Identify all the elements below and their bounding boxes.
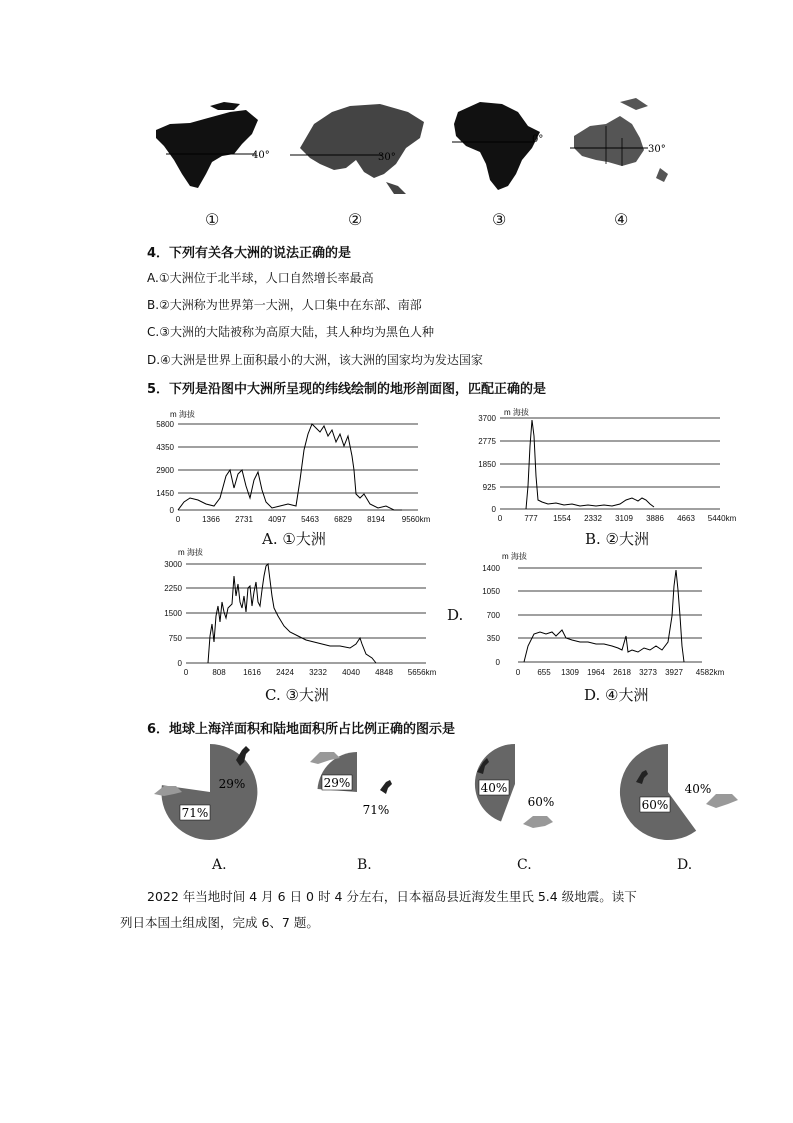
profile-b-chart [470,406,760,526]
profile-d-xtick: 2618 [613,668,631,677]
profile-a-xtick: 6829 [334,515,352,524]
pie-d-label-b: 40% [684,782,712,796]
pie-d-label-a: 60% [641,798,669,812]
profile-a-ytick: 2900 [156,466,174,475]
map-label-1: ① [205,210,220,229]
profile-b-xtick: 2332 [584,514,602,523]
pie-a-label-a: 29% [218,777,246,791]
profile-a-ytick: 4350 [156,443,174,452]
profile-d-unit: m 海拔 [502,552,527,561]
profile-d-ytick: 0 [495,658,500,667]
pie-d [610,742,750,842]
profile-b-xtick: 777 [524,514,538,523]
profile-b-line [526,420,654,509]
q4-stem: 4．下列有关各大洲的说法正确的是 [147,246,352,261]
profile-d-xtick: 3273 [639,668,657,677]
profile-b-ytick: 0 [491,505,496,514]
profile-d-xtick: 3927 [665,668,683,677]
map4-lat: 30° [648,144,666,155]
profile-c-xtick: 4848 [375,668,393,677]
profile-d-line [524,570,684,662]
profile-a-caption: A. ①大洲 [262,530,326,548]
profile-a-chart [140,406,450,526]
pie-c-letter: C. [517,857,532,873]
profile-d-ytick: 700 [486,611,500,620]
profile-c-xtick: 0 [183,668,189,677]
pie-a [150,742,280,842]
pie-b-label-b: 71% [362,803,390,817]
profile-b-xtick: 1554 [553,514,571,523]
profile-b-xtick: 3109 [615,514,633,523]
profile-c-xtick: 2424 [276,668,294,677]
profile-a-xtick: 0 [175,515,181,524]
profile-c-ytick: 1500 [164,609,182,618]
profile-d-xtick: 1309 [561,668,579,677]
profile-b-xtick: 5440km [707,514,737,523]
pie-b-label-a: 29% [323,776,351,790]
profile-c-xtick: 1616 [243,668,261,677]
profile-c-ytick: 750 [168,634,182,643]
profile-d-caption: D. ④大洲 [584,686,649,704]
profile-a-xtick: 2731 [235,515,253,524]
q4-option-d: D.④大洲是世界上面积最小的大洲，该大洲的国家均为发达国家 [147,353,483,367]
map2-lat: 30° [378,152,396,163]
pie-d-letter: D. [677,857,693,873]
profile-c-xtick: 3232 [309,668,327,677]
dolphin-icon [523,816,553,828]
profile-b-ytick: 1850 [478,460,496,469]
profile-d-ytick: 1050 [482,587,500,596]
profile-b-xtick: 4663 [677,514,695,523]
profile-c-caption: C. ③大洲 [265,686,329,704]
profile-a-xtick: 5463 [301,515,319,524]
q6-stem: 6．地球上海洋面积和陆地面积所占比例正确的图示是 [147,722,456,737]
continent-maps [150,98,700,198]
profile-a-ytick: 0 [169,506,174,515]
pie-c [455,742,585,842]
profile-b-ytick: 2775 [478,437,496,446]
profile-c-unit: m 海拔 [178,548,203,557]
pie-a-label-b: 71% [181,806,209,820]
pie-b-letter: B. [357,857,372,873]
profile-a-xtick: 9560km [401,515,431,524]
map3-lat: 0° [532,134,544,145]
profile-d-ytick: 350 [486,634,500,643]
profile-d-xtick: 4582km [695,668,725,677]
map-label-2: ② [348,210,363,229]
profile-d-chart [476,546,766,680]
pie-c-label-a: 40% [480,781,508,795]
q4-option-c: C.③大洲的大陆被称为高原大陆，其人种均为黑色人种 [147,325,434,339]
profile-c-xtick: 4040 [342,668,360,677]
map-label-4: ④ [614,210,629,229]
profile-d-side-letter: D. [447,606,464,624]
profile-d-xtick: 1964 [587,668,605,677]
profile-b-xtick: 3886 [646,514,664,523]
map-label-3: ③ [492,210,507,229]
north-america-map [156,102,258,188]
dolphin-icon [706,794,738,808]
profile-c-ytick: 2250 [164,584,182,593]
passage-line-2: 列日本国土组成图，完成 6、7 题。 [120,915,319,930]
profile-b-caption: B. ②大洲 [585,530,650,548]
pie-b [300,742,430,842]
q5-stem: 5．下列是沿图中大洲所呈现的纬线绘制的地形剖面图，匹配正确的是 [147,382,547,397]
profile-c-ytick: 3000 [164,560,182,569]
profile-b-xtick: 0 [497,514,503,523]
profile-a-ytick: 5800 [156,420,174,429]
profile-b-unit: m 海拔 [504,408,529,417]
africa-map [452,102,540,190]
passage-line-1: 2022 年当地时间 4 月 6 日 0 时 4 分左右，日本福岛县近海发生里氏 5.4 级地震。读下 [147,889,637,904]
profile-a-ytick: 1450 [156,489,174,498]
pie-c-label-b: 60% [527,795,555,809]
profile-a-xtick: 4097 [268,515,286,524]
q4-option-b: B.②大洲称为世界第一大洲，人口集中在东部、南部 [147,298,422,312]
profile-d-xtick: 655 [537,668,551,677]
profile-c-line [208,564,376,663]
profile-d-ytick: 1400 [482,564,500,573]
asia-map [290,104,424,194]
profile-b-ytick: 925 [482,483,496,492]
profile-b-ytick: 3700 [478,414,496,423]
profile-a-unit: m 海拔 [170,410,195,419]
profile-a-xtick: 1366 [202,515,220,524]
profile-a-line [178,424,402,510]
map1-lat: 40° [252,150,270,161]
profile-c-xtick: 5656km [407,668,437,677]
profile-c-chart [140,546,450,680]
kangaroo-icon [380,780,392,794]
profile-d-xtick: 0 [515,668,521,677]
oceania-map [570,98,668,182]
profile-c-ytick: 0 [177,659,182,668]
q4-option-a: A.①大洲位于北半球，人口自然增长率最高 [147,271,374,285]
profile-a-xtick: 8194 [367,515,385,524]
pie-a-letter: A. [212,857,227,873]
profile-c-xtick: 808 [212,668,226,677]
